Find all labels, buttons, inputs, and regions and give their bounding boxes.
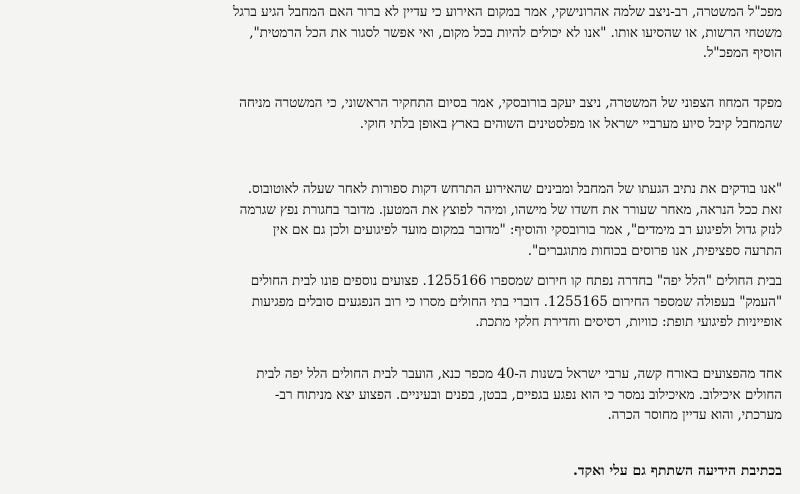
text-line: מערכתי, והוא עדיין מחוסר הכרה. [607,407,782,423]
text-line: "העמק" בעפולה שמספר החירום 1255165. דוברי בתי החולים מסרו כי רוב הנפגעים סובלים מפגיעות [251,293,782,310]
text-line: לנזק גדול ולפיגוע רב מימדים", אמר בורובסקי והוסיף: "מדובר במקום מועד לפיגועים ולכן גם אם אין [272,222,782,238]
text-line: בבית החולים "הלל יפה" בחדרה נפתח קו חירום שמספרו 1255166. פצועים נוספים פונו לבית החולים [250,273,782,289]
paragraph-1 [26,2,782,64]
text-line: מפכ"ל המשטרה, רב-ניצב שלמה אהרונישקי, אמר במקום האירוע כי עדיין לא ברור האם המחבל הגיע ברגל [233,4,782,20]
author-credit: בכתיבת הידיעה השתתף גם עלי ואקד. [572,463,782,479]
text-line: משטחי הרשות, או שהסיעו אותו. "אנו לא יכולים להיות בכל מקום, ואי אפשר לסגור את הכל הרמטית", [249,24,782,41]
text-line: החולים איכילוב. מאיכילוב נמסר כי הוא נפגע בגפיים, בבטן, בפנים ובעיניים. הפצוע יצא מניתוח רב- [274,386,782,403]
text-line: "אנו בודקים את נתיב הגעתו של המחבל ומבינים שהאירוע התרחש דקות ספורות לאחר שעלה לאוטובוס. [247,181,782,197]
text-line: אופייניות לפיגועי תופת: כוויות, רסיסים וחדירת חלקי מתכת. [475,314,782,330]
text-line: אחד מהפצועים באורח קשה, ערבי ישראל בשנות ה-40 מכפר כנא, הועבר לבית החולים הלל יפה לבית [256,366,782,382]
text-line: זאת ככל הנראה, מאחר שעורר את חשדו של מישהו, ומיהר לפוצץ את המטען. מדובר בחגורת נפץ שגרמה [239,201,782,218]
paragraph-2 [26,93,782,134]
paragraph-4 [26,271,782,333]
text-line: מפקד המחוז הצפוני של המשטרה, ניצב יעקב בורובסקי, אמר בסיום התחקיר הראשוני, כי המשטרה מניחה [239,95,782,111]
paragraph-5 [26,364,782,426]
text-line: הוסיף המפכ"ל. [702,45,782,61]
paragraph-3 [26,179,782,261]
text-line: שהמחבל קיבל סיוע מערביי ישראל או מפלסטינים השוהים בארץ באופן בלתי חוקי. [359,115,782,132]
text-line: התרעה ספציפית, אנו פרוסים בכוחות מתוגברים". [527,242,782,259]
